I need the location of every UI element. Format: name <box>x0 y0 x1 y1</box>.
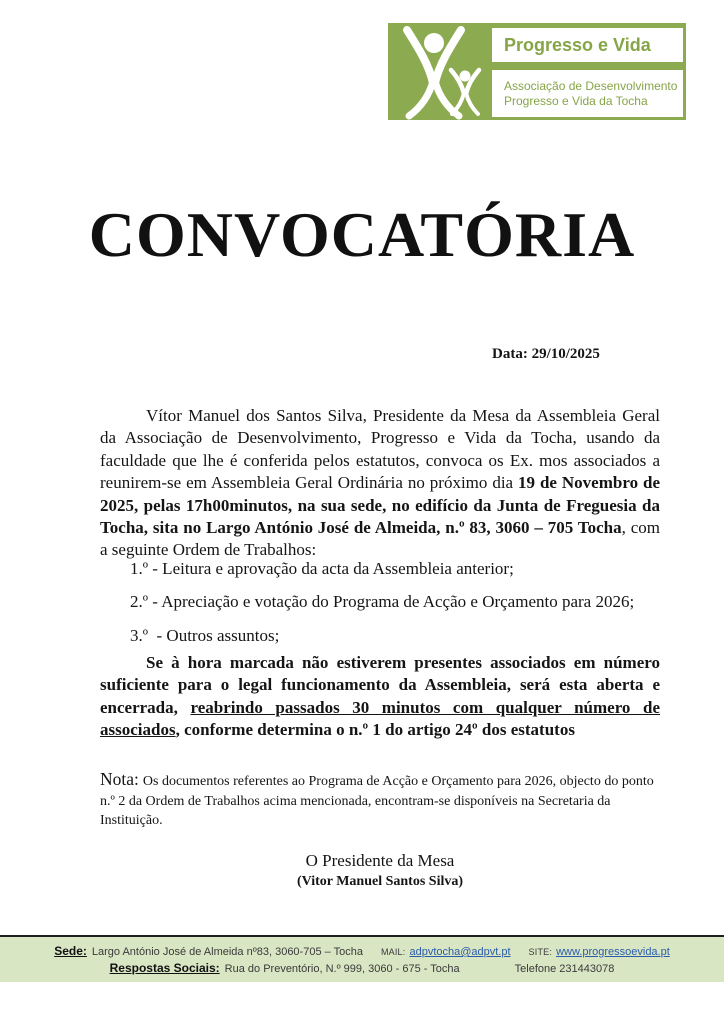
quorum-paragraph <box>100 652 660 742</box>
agenda-item: 3.º - Outros assuntos; <box>130 625 280 645</box>
site-label: SITE: <box>528 947 553 957</box>
respostas-sociais-label: Respostas Sociais: <box>109 961 220 975</box>
note-label: Nota: <box>100 769 139 789</box>
footer-social-row <box>0 961 724 975</box>
text-segment: , conforme determina o n.º 1 do artigo 24º dos estatutos <box>175 720 575 740</box>
signature-name: (Vitor Manuel Santos Silva) <box>296 874 464 889</box>
footer <box>0 935 724 982</box>
agenda-item: 1.º - Leitura e aprovação da acta da Assembleia anterior; <box>130 559 514 578</box>
text-segment: 19 de Novembro de 2025, pelas 17h00minutos, na sua sede, no edifício da Junta de Freguesia da Tocha, sita no Largo António José de Almeida, n.º 83, 3060 – 705 Tocha <box>100 473 660 538</box>
intro-paragraph <box>100 405 660 562</box>
text-segment: reabrindo passados 30 minutos com qualquer número de associados <box>100 697 660 740</box>
mail-label: MAIL: <box>380 947 406 957</box>
org-logo <box>388 23 686 120</box>
agenda-list <box>100 558 660 658</box>
note-paragraph <box>100 770 660 831</box>
text-segment: Vítor Manuel dos Santos Silva, Presidente da Mesa da Assembleia Geral da Associação de Desenvolvimento, Progresso e Vida da Tocha, usando da faculdade que lhe é conferida pelos estatutos, convoca os Ex. mos associados a reunirem-se em Assembleia Geral Ordinária no próximo dia <box>100 406 660 493</box>
respostas-sociais-address: Rua do Preventório, N.º 999, 3060 - 675 - Tocha <box>224 963 460 975</box>
logo-title-box <box>489 25 686 65</box>
sede-label: Sede: <box>54 944 87 958</box>
mail-link[interactable]: adpvtocha@adpvt.pt <box>409 946 511 958</box>
logo-subtitle-line1: Associação de Desenvolvimento <box>504 78 678 93</box>
signature-block <box>100 850 660 891</box>
people-raised-arms-icon <box>388 23 492 120</box>
signature-role: O Presidente da Mesa <box>305 851 455 870</box>
agenda-item: 2.º - Apreciação e votação do Programa de Acção e Orçamento para 2026; <box>130 592 635 612</box>
footer-sede-row <box>0 944 724 958</box>
phone-number: Telefone 231443078 <box>514 963 615 975</box>
date-line: Data: 29/10/2025 <box>492 346 600 362</box>
text-segment: Se à hora marcada não estiverem presentes associados em número suficiente para o legal funcionamento da Assembleia, será esta aberta e encerrada, <box>100 653 660 717</box>
logo-title: Progresso e Vida <box>504 34 651 55</box>
logo-subtitle-line2: Progresso e Vida da Tocha <box>504 93 648 108</box>
logo-subtitle-box <box>489 67 686 120</box>
note-text: Os documentos referentes ao Programa de Acção e Orçamento para 2026, objecto do ponto n.º 2 da Ordem de Trabalhos acima mencionada, encontram-se disponíveis na Secretaria da Instituição. <box>100 774 654 828</box>
site-link[interactable]: www.progressoevida.pt <box>556 946 670 958</box>
text-segment: , com a seguinte Ordem de Trabalhos: <box>100 518 660 560</box>
sede-address: Largo António José de Almeida nº83, 3060-705 – Tocha <box>91 946 363 958</box>
page-title: CONVOCATÓRIA <box>88 199 636 270</box>
